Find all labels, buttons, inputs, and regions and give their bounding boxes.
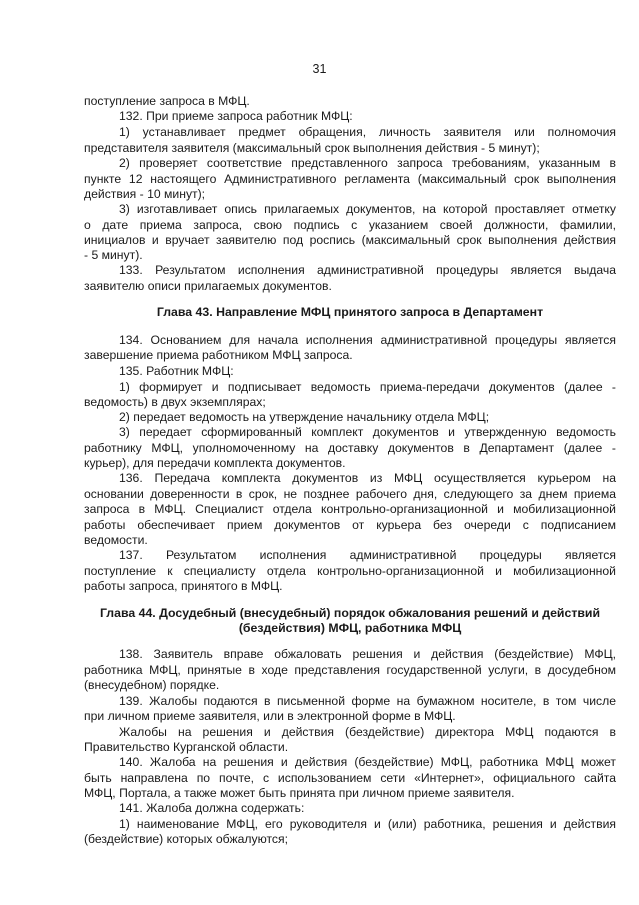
text-line: 134. Основанием для начала исполнения административной процедуры является	[119, 333, 616, 347]
text-line: представителя заявителя (максимальный срок выполнения действия - 5 минут);	[84, 141, 540, 155]
text-line: работы обеспечивает прием документов от курьера без очереди с подписанием	[84, 518, 616, 532]
page-number: 31	[312, 62, 327, 76]
text-line: работнику МФЦ, уполномоченному на доставку документов в Департамент (далее -	[84, 441, 616, 455]
text-line: 1) формирует и подписывает ведомость приема-передачи документов (далее -	[119, 380, 616, 394]
text-line: (внесудебном) порядке.	[84, 678, 220, 692]
text-line: при личном приеме заявителя, или в электронной форме в МФЦ.	[84, 709, 456, 723]
text-line: 2) передает ведомость на утверждение начальнику отдела МФЦ;	[119, 410, 490, 424]
text-line: 135. Работник МФЦ:	[119, 364, 234, 378]
text-line: 137. Результатом исполнения административной процедуры является	[119, 548, 616, 562]
text-line: инициалов и вручает заявителю под роспись (максимальный срок выполнения действия	[84, 233, 616, 247]
text-line: работника МФЦ, принятые в ходе представления государственной услуги, в досудебном	[84, 663, 616, 677]
text-line: пункте 12 настоящего Административного регламента (максимальный срок выполнения	[84, 172, 616, 186]
text-line: Правительство Курганской области.	[84, 740, 289, 754]
text-line: основании доверенности в срок, не позднее рабочего дня, следующего за днем приема	[84, 487, 616, 501]
text-line: 133. Результатом исполнения административной процедуры является выдача	[119, 263, 616, 277]
text-line: 1) устанавливает предмет обращения, личность заявителя или полномочия	[119, 125, 616, 139]
text-line: МФЦ, Портала, а также может быть принята при личном приеме заявителя.	[84, 786, 515, 800]
text-line: завершение приема работником МФЦ запроса.	[84, 348, 353, 362]
text-line: 138. Заявитель вправе обжаловать решения и действия (бездействие) МФЦ,	[119, 647, 616, 661]
chapter-heading-line: Глава 43. Направление МФЦ принятого запроса в Департамент	[156, 305, 544, 319]
text-line: 2) проверяет соответствие представленного запроса требованиям, указанным в	[119, 156, 616, 170]
text-line: заявителю описи прилагаемых документов.	[84, 279, 332, 293]
text-line: поступление к специалисту отдела контрольно-организационной и мобилизационной	[84, 564, 616, 578]
text-line: ведомости.	[84, 533, 148, 547]
text-line: 139. Жалобы подаются в письменной форме на бумажном носителе, в том числе	[119, 694, 616, 708]
text-line: о дате приема запроса, свою подпись с указанием своей должности, фамилии,	[84, 218, 616, 232]
text-line: 1) наименование МФЦ, его руководителя и (или) работника, решения и действия	[119, 817, 616, 831]
chapter-heading-line: Глава 44. Досудебный (внесудебный) порядок обжалования решений и действий	[99, 606, 601, 620]
text-line: Жалобы на решения и действия (бездействие) директора МФЦ подаются в	[119, 725, 616, 739]
text-line: 132. При приеме запроса работник МФЦ:	[119, 109, 353, 123]
text-line: 3) передает сформированный комплект документов и утвержденную ведомость	[119, 425, 616, 439]
text-line: работы запроса, принятого в МФЦ.	[84, 579, 283, 593]
text-line: 3) изготавливает опись прилагаемых документов, на которой проставляет отметку	[119, 202, 616, 216]
text-line: поступление запроса в МФЦ.	[84, 94, 250, 108]
text-line: 140. Жалоба на решения и действия (бездействие) МФЦ, работника МФЦ может	[119, 755, 616, 769]
text-line: курьер), для передачи комплекта документов.	[84, 456, 346, 470]
text-line: ведомость) в двух экземплярах;	[84, 395, 266, 409]
text-line: запроса в МФЦ. Специалист отдела контрольно-организационной и мобилизационной	[84, 502, 616, 516]
text-line: - 5 минут).	[84, 248, 143, 262]
chapter-heading-line: (бездействия) МФЦ, работника МФЦ	[238, 621, 462, 635]
text-line: (бездействие) которых обжалуются;	[84, 832, 288, 846]
text-line: быть направлена по почте, с использованием сети «Интернет», официального сайта	[84, 771, 616, 785]
text-line: 141. Жалоба должна содержать:	[119, 801, 305, 815]
text-line: действия - 10 минут);	[84, 187, 206, 201]
text-line: 136. Передача комплекта документов из МФЦ осуществляется курьером на	[119, 471, 616, 485]
